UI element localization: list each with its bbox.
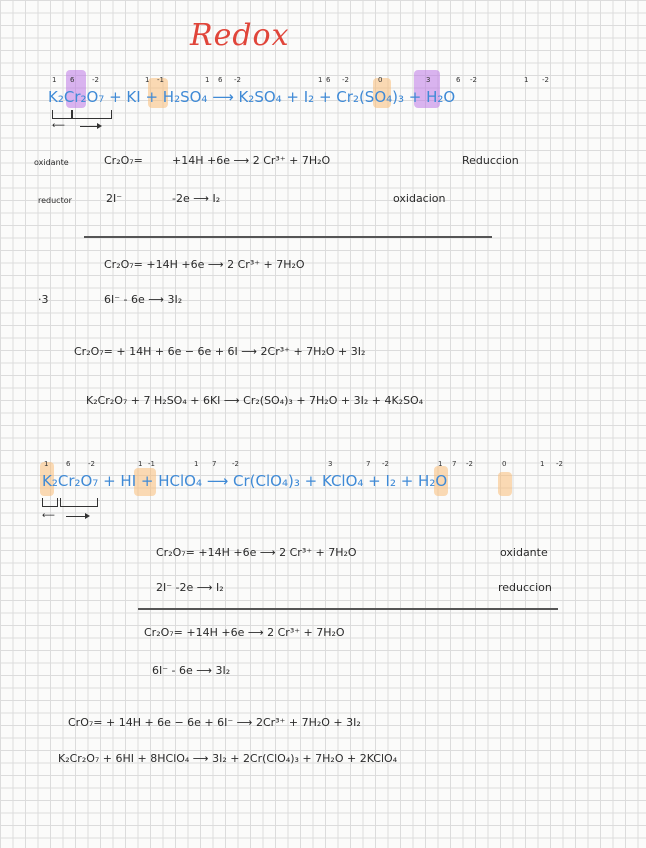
bracket-mark [42, 498, 58, 507]
ox-number: 6 [66, 460, 71, 468]
ox-number: 1 [318, 76, 323, 84]
arrow-icon [66, 516, 88, 517]
balanced-line: 6I⁻ - 6e ⟶ 3I₂ [152, 664, 231, 677]
reaction-equation: K₂Cr₂O₇ + HI + HClO₄ ⟶ Cr(ClO₄)₃ + KClO₄ + I₂ + H₂O [42, 472, 448, 490]
ox-number: 6 [70, 76, 75, 84]
ox-number: -2 [542, 76, 549, 84]
ox-number: 3 [328, 460, 333, 468]
ox-number: 1 [145, 76, 150, 84]
page-title: Redox [190, 18, 290, 53]
divider [84, 236, 492, 238]
balanced-line: Cr₂O₇= +14H +6e ⟶ 2 Cr³⁺ + 7H₂O [144, 626, 345, 639]
process-label: oxidante [500, 546, 548, 559]
ox-number: 1 [205, 76, 210, 84]
ox-number: -2 [466, 460, 473, 468]
ox-number: 1 [52, 76, 57, 84]
bracket-mark [72, 110, 112, 119]
ox-number: 6 [456, 76, 461, 84]
divider [138, 608, 558, 610]
species: 2I⁻ [106, 192, 123, 205]
left-arrow-icon: ⟵ [52, 121, 65, 131]
ox-number: -1 [148, 460, 155, 468]
sum-equation: CrO₇= + 14H + 6e − 6e + 6I⁻ ⟶ 2Cr³⁺ + 7H₂O + 3I₂ [68, 716, 361, 729]
ox-number: -2 [92, 76, 99, 84]
final-equation: K₂Cr₂O₇ + 7 H₂SO₄ + 6KI ⟶ Cr₂(SO₄)₃ + 7H₂O + 3I₂ + 4K₂SO₄ [86, 394, 424, 407]
ox-number: 3 [426, 76, 431, 84]
ox-number: 1 [438, 460, 443, 468]
multiplier: ·3 [38, 293, 49, 306]
left-arrow-icon: ⟵ [42, 511, 55, 521]
ox-number: 1 [524, 76, 529, 84]
ox-number: -1 [157, 76, 164, 84]
balanced-line: 6I⁻ - 6e ⟶ 3I₂ [104, 293, 183, 306]
reaction-equation: K₂Cr₂O₇ + KI + H₂SO₄ ⟶ K₂SO₄ + I₂ + Cr₂(SO₄)₃ + H₂O [48, 88, 456, 106]
process-label: reduccion [498, 581, 552, 594]
highlight-i2 [498, 472, 512, 496]
ox-number: -2 [382, 460, 389, 468]
half-reaction: +14H +6e ⟶ 2 Cr³⁺ + 7H₂O [172, 154, 331, 167]
ox-number: 0 [502, 460, 507, 468]
sum-equation: Cr₂O₇= + 14H + 6e − 6e + 6I ⟶ 2Cr³⁺ + 7H₂O + 3I₂ [74, 345, 366, 358]
ox-number: 6 [326, 76, 331, 84]
ox-number: 1 [138, 460, 143, 468]
bracket-mark [52, 110, 72, 119]
species: Cr₂O₇= [104, 154, 143, 167]
half-reaction: -2e ⟶ I₂ [172, 192, 221, 205]
final-equation: K₂Cr₂O₇ + 6HI + 8HClO₄ ⟶ 3I₂ + 2Cr(ClO₄)₃ + 7H₂O + 2KClO₄ [58, 752, 398, 765]
ox-number: 7 [212, 460, 217, 468]
process-label: oxidacion [393, 192, 446, 205]
half-reaction: Cr₂O₇= +14H +6e ⟶ 2 Cr³⁺ + 7H₂O [156, 546, 357, 559]
role-label: oxidante [34, 158, 69, 167]
arrow-icon [80, 126, 100, 127]
ox-number: 1 [194, 460, 199, 468]
ox-number: -2 [342, 76, 349, 84]
ox-number: 6 [218, 76, 223, 84]
ox-number: 7 [366, 460, 371, 468]
ox-number: -2 [88, 460, 95, 468]
ox-number: 7 [452, 460, 457, 468]
balanced-line: Cr₂O₇= +14H +6e ⟶ 2 Cr³⁺ + 7H₂O [104, 258, 305, 271]
ox-number: 0 [378, 76, 383, 84]
ox-number: -2 [556, 460, 563, 468]
process-label: Reduccion [462, 154, 519, 167]
ox-number: 1 [540, 460, 545, 468]
ox-number: -2 [234, 76, 241, 84]
ox-number: 1 [44, 460, 49, 468]
role-label: reductor [38, 196, 72, 205]
bracket-mark [60, 498, 98, 507]
half-reaction: 2I⁻ -2e ⟶ I₂ [156, 581, 224, 594]
ox-number: -2 [232, 460, 239, 468]
ox-number: -2 [470, 76, 477, 84]
